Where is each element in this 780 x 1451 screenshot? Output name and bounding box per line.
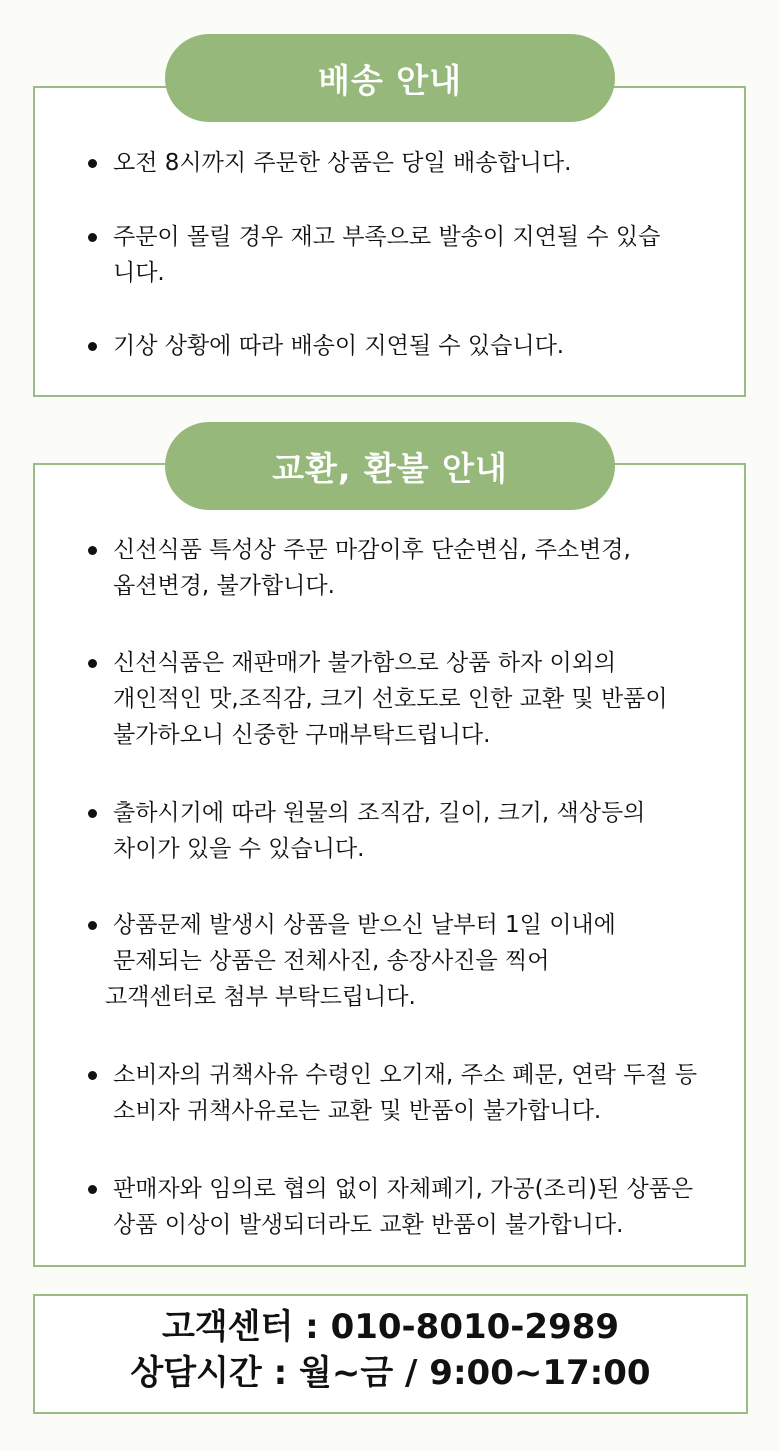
item-line: 신선식품 특성상 주문 마감이후 단순변심, 주소변경, — [113, 537, 631, 563]
item-line: 오전 8시까지 주문한 상품은 당일 배송합니다. — [113, 150, 572, 176]
item-line: 소비자 귀책사유로는 교환 및 반품이 불가합니다. — [113, 1098, 602, 1124]
list-item — [88, 1057, 740, 1129]
item-line: 개인적인 맛,조직감, 크기 선호도로 인한 교환 및 반품이 — [113, 686, 668, 712]
customer-center-box — [33, 1294, 748, 1414]
bullet-icon — [88, 659, 97, 668]
bullet-icon — [88, 233, 97, 242]
item-line: 주문이 몰릴 경우 재고 부족으로 발송이 지연될 수 있습 — [113, 224, 661, 250]
bullet-icon — [88, 809, 97, 818]
list-item — [88, 532, 740, 604]
item-line: 기상 상황에 따라 배송이 지연될 수 있습니다. — [113, 333, 565, 359]
item-line: 판매자와 임의로 협의 없이 자체폐기, 가공(조리)된 상품은 — [113, 1176, 694, 1202]
item-line: 상품 이상이 발생되더라도 교환 반품이 불가합니다. — [113, 1212, 624, 1238]
item-line: 문제되는 상품은 전체사진, 송장사진을 찍어 — [113, 948, 550, 974]
list-item — [88, 1171, 740, 1243]
list-item — [88, 145, 740, 181]
exchange-title: 교환, 환불 안내 — [165, 422, 615, 510]
list-item — [88, 328, 740, 364]
bullet-icon — [88, 921, 97, 930]
item-line: 상품문제 발생시 상품을 받으신 날부터 1일 이내에 — [113, 912, 616, 938]
item-line: 소비자의 귀책사유 수령인 오기재, 주소 폐문, 연락 두절 등 — [113, 1062, 698, 1088]
list-item — [88, 645, 740, 753]
item-line: 신선식품은 재판매가 불가함으로 상품 하자 이외의 — [113, 650, 617, 676]
item-line: 옵션변경, 불가합니다. — [113, 573, 335, 599]
customer-center-hours: 상담시간 : 월~금 / 9:00~17:00 — [130, 1353, 651, 1393]
bullet-icon — [88, 1185, 97, 1194]
item-line: 불가하오니 신중한 구매부탁드립니다. — [113, 722, 491, 748]
item-line: 차이가 있을 수 있습니다. — [113, 836, 365, 862]
list-item — [88, 907, 740, 1015]
customer-center-phone: 고객센터 : 010-8010-2989 — [161, 1307, 620, 1347]
list-item — [88, 219, 740, 291]
list-item — [88, 795, 740, 867]
item-line: 고객센터로 첨부 부탁드립니다. — [105, 984, 416, 1010]
bullet-icon — [88, 159, 97, 168]
item-line: 출하시기에 따라 원물의 조직감, 길이, 크기, 색상등의 — [113, 800, 646, 826]
bullet-icon — [88, 1071, 97, 1080]
item-line: 니다. — [113, 260, 165, 286]
bullet-icon — [88, 342, 97, 351]
bullet-icon — [88, 546, 97, 555]
delivery-title: 배송 안내 — [165, 34, 615, 122]
